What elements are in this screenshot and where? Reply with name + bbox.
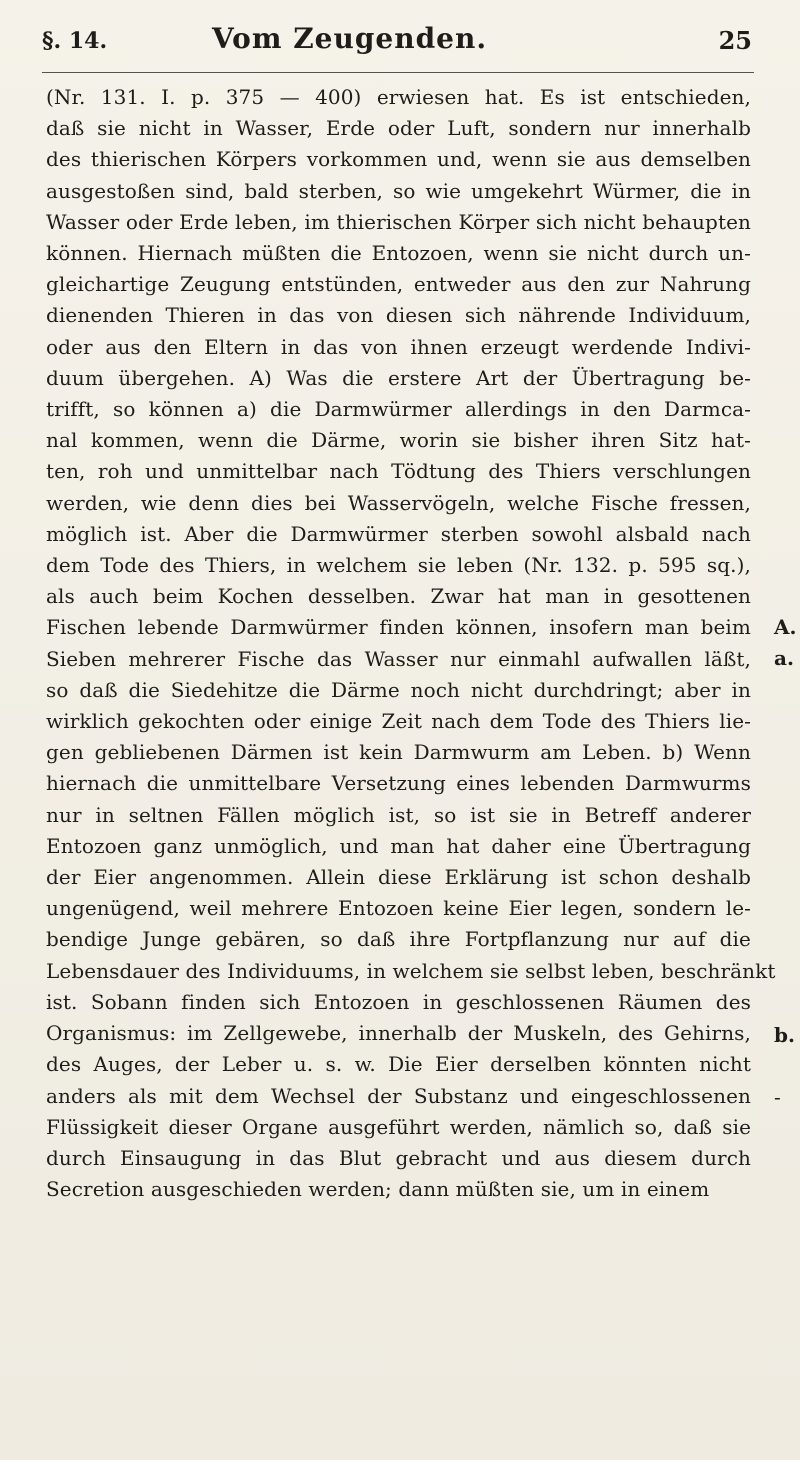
margin-note-b: b. bbox=[774, 1023, 795, 1047]
text-line: so daß die Siedehitze die Därme noch nicht durchdringt; aber in bbox=[46, 677, 751, 702]
text-line: dem Tode des Thiers, in welchem sie leben (Nr. 132. p. 595 sq.), bbox=[46, 553, 751, 578]
text-line: ist. Sobann finden sich Entozoen in geschlossenen Räumen des bbox=[46, 989, 751, 1014]
text-line: Fischen lebende Darmwürmer finden können, insofern man beim bbox=[46, 615, 751, 640]
running-title: Vom Zeugenden. bbox=[212, 22, 488, 55]
text-line: der Eier angenommen. Allein diese Erklärung ist schon deshalb bbox=[46, 865, 751, 890]
margin-note-a-upper: A. bbox=[774, 615, 797, 639]
text-line: durch Einsaugung in das Blut gebracht und aus diesem durch bbox=[46, 1145, 751, 1170]
text-line: ten, roh und unmittelbar nach Tödtung des Thiers verschlungen bbox=[46, 459, 751, 484]
text-line: (Nr. 131. I. p. 375 — 400) erwiesen hat. Es ist entschieden, bbox=[46, 85, 751, 109]
text-line: hiernach die unmittelbare Versetzung eines lebenden Darmwurms bbox=[46, 771, 751, 796]
text-line: oder aus den Eltern in das von ihnen erzeugt werdende Indivi- bbox=[46, 334, 751, 359]
text-line: Entozoen ganz unmöglich, und man hat daher eine Übertragung bbox=[46, 833, 751, 858]
text-line: werden, wie denn dies bei Wasservögeln, welche Fische fressen, bbox=[46, 490, 751, 515]
text-line: Flüssigkeit dieser Organe ausgeführt werden, nämlich so, daß sie bbox=[46, 1114, 751, 1139]
page-header bbox=[42, 16, 752, 62]
text-line: gleichartige Zeugung entstünden, entweder aus den zur Nahrung bbox=[46, 272, 751, 297]
text-line: ausgestoßen sind, bald sterben, so wie umgekehrt Würmer, die in bbox=[46, 178, 751, 203]
text-line: nal kommen, wenn die Därme, worin sie bisher ihren Sitz hat- bbox=[46, 428, 751, 453]
text-line: Sieben mehrerer Fische das Wasser nur einmahl aufwallen läßt, bbox=[46, 646, 751, 671]
text-line: trifft, so können a) die Darmwürmer allerdings in den Darmca- bbox=[46, 397, 751, 422]
text-line: können. Hiernach müßten die Entozoen, wenn sie nicht durch un- bbox=[46, 241, 751, 266]
text-line: Wasser oder Erde leben, im thierischen Körper sich nicht behaupten bbox=[46, 209, 751, 234]
page-number: 25 bbox=[718, 26, 752, 55]
text-line: Secretion ausgeschieden werden; dann müßten sie, um in einem bbox=[46, 1177, 710, 1202]
margin-note-a-lower: a. bbox=[774, 646, 794, 670]
body-text bbox=[46, 82, 776, 1205]
text-line: als auch beim Kochen desselben. Zwar hat man in gesottenen bbox=[46, 584, 751, 609]
text-line: dienenden Thieren in das von diesen sich nährende Individuum, bbox=[46, 303, 751, 328]
text-line: anders als mit dem Wechsel der Substanz und eingeschlossenen bbox=[46, 1083, 751, 1108]
text-line: des thierischen Körpers vorkommen und, wenn sie aus demselben bbox=[46, 147, 751, 172]
text-line: duum übergehen. A) Was die erstere Art der Übertragung be- bbox=[46, 365, 751, 390]
text-line: bendige Junge gebären, so daß ihre Fortpflanzung nur auf die bbox=[46, 927, 751, 952]
text-line: des Auges, der Leber u. s. w. Die Eier derselben könnten nicht bbox=[46, 1052, 751, 1077]
text-line: möglich ist. Aber die Darmwürmer sterben sowohl alsbald nach bbox=[46, 521, 751, 546]
text-line: wirklich gekochten oder einige Zeit nach dem Tode des Thiers lie- bbox=[46, 709, 751, 734]
margin-dash: - bbox=[774, 1085, 781, 1109]
text-line: nur in seltnen Fällen möglich ist, so ist sie in Betreff anderer bbox=[46, 802, 751, 827]
text-line: daß sie nicht in Wasser, Erde oder Luft, sondern nur innerhalb bbox=[46, 116, 751, 141]
section-number: §. 14. bbox=[42, 28, 108, 54]
text-line: gen gebliebenen Därmen ist kein Darmwurm am Leben. b) Wenn bbox=[46, 740, 751, 765]
header-rule bbox=[42, 72, 754, 73]
text-line: Lebensdauer des Individuums, in welchem sie selbst leben, beschränkt bbox=[46, 958, 776, 983]
text-line: Organismus: im Zellgewebe, innerhalb der Muskeln, des Gehirns, bbox=[46, 1021, 751, 1046]
text-line: ungenügend, weil mehrere Entozoen keine Eier legen, sondern le- bbox=[46, 896, 751, 921]
